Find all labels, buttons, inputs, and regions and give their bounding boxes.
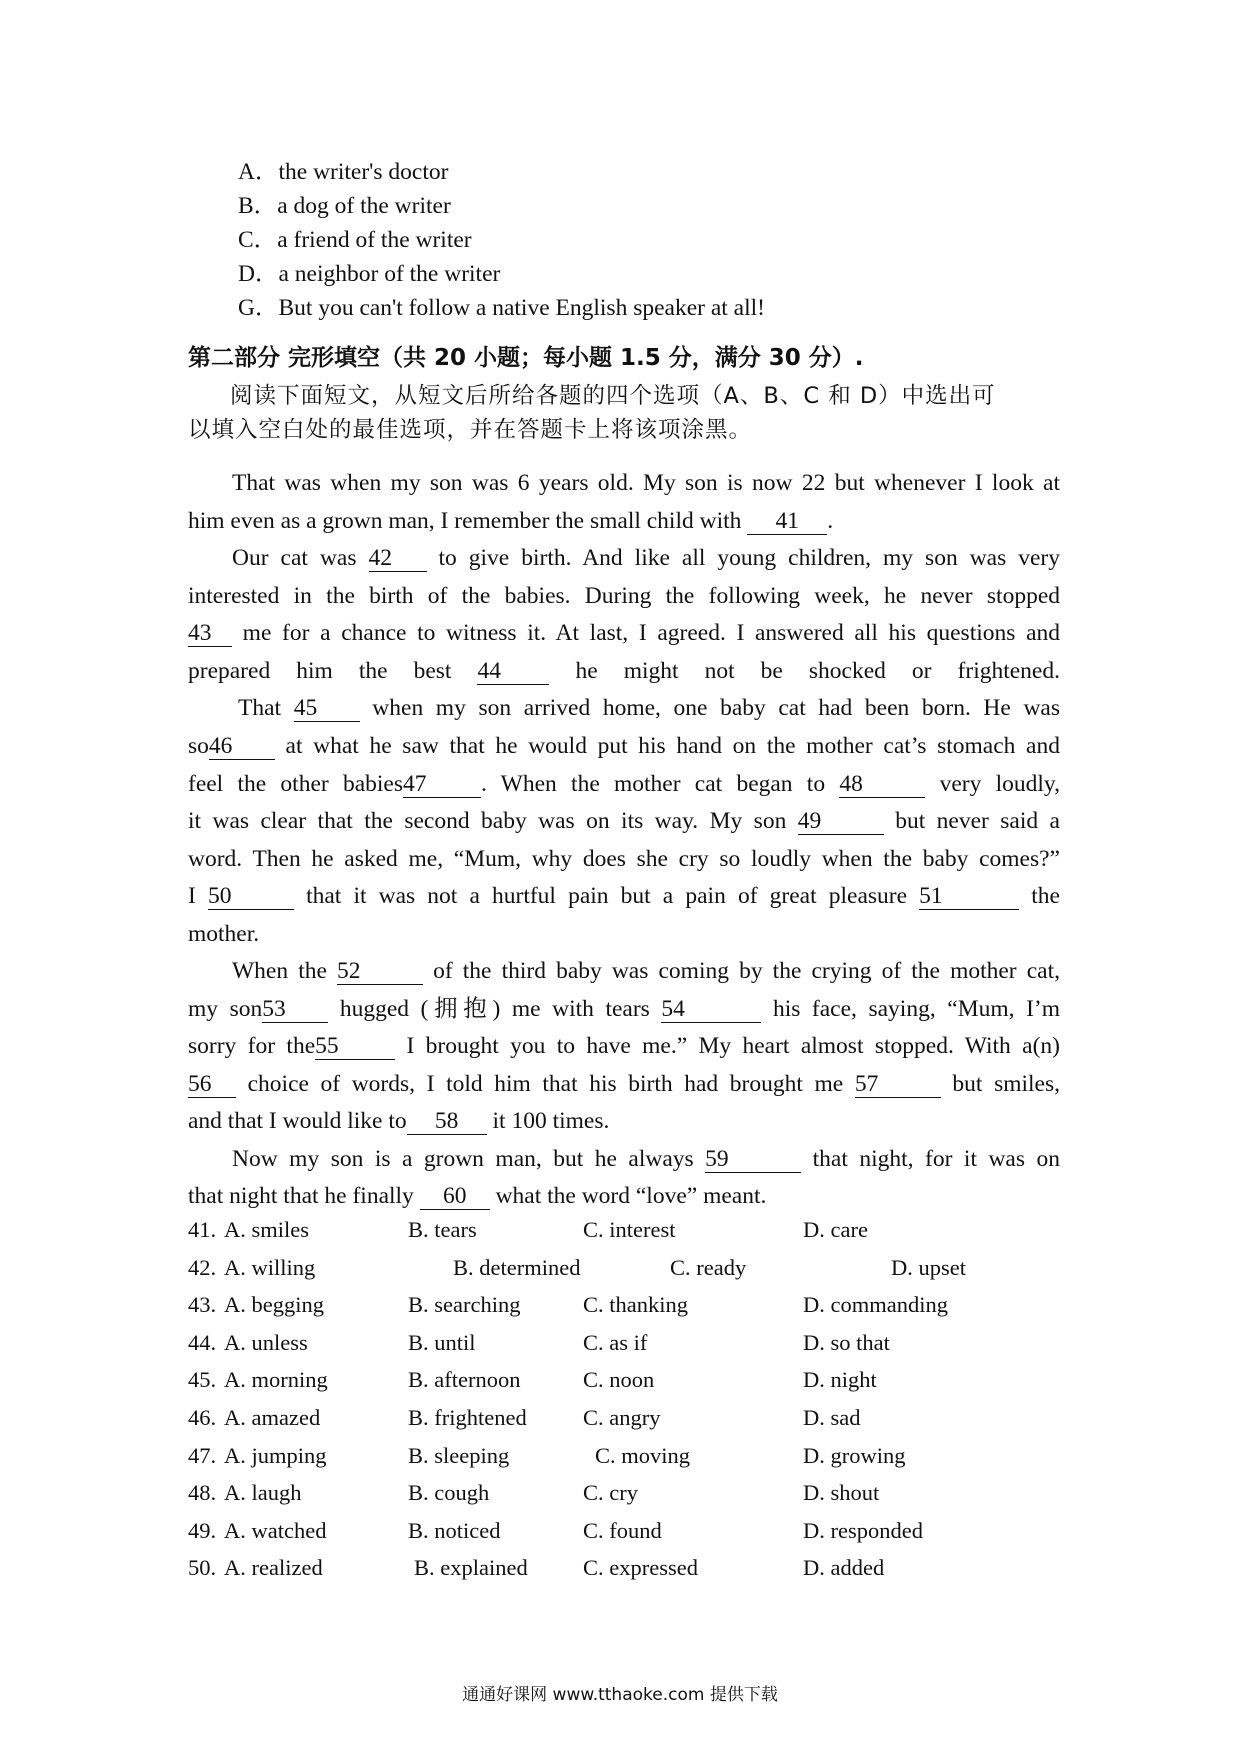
question-number: 50. [188, 1555, 217, 1581]
choice-a: A. unless [224, 1329, 308, 1355]
passage-text: When the [232, 958, 338, 984]
passage-text: what the word “love” meant. [489, 1183, 767, 1209]
passage-text: . When the mother cat began to [480, 771, 840, 797]
passage-line [188, 768, 1060, 800]
blank-55: 55 [315, 1033, 395, 1060]
question-number: 47. [188, 1442, 217, 1468]
passage-text: to give birth. And like all young children, my son was very [426, 545, 1061, 571]
choice-c: C. found [583, 1517, 662, 1543]
passage-text: that night, for it was on [801, 1146, 1060, 1172]
passage-text: it was clear that the second baby was on its way. My son [188, 808, 798, 834]
choice-d: D. care [803, 1217, 868, 1242]
choice-d: D. growing [803, 1442, 906, 1468]
blank-51: 51 [919, 883, 1019, 910]
passage-text: sorry for the [188, 1033, 316, 1059]
option-b: B．a dog of the writer [238, 193, 451, 219]
choice-d: D. so that [803, 1329, 890, 1355]
choice-a: A. amazed [224, 1405, 321, 1430]
blank-53: 53 [262, 996, 328, 1023]
instruction-line-2: 以填入空白处的最佳选项，并在答题卡上将该项涂黑。 [188, 417, 753, 443]
passage-text: when my son arrived home, one baby cat had been born. He was [359, 695, 1060, 721]
question-number: 43. [188, 1292, 217, 1318]
choice-d: D. upset [891, 1254, 966, 1280]
passage-text: mother. [188, 921, 260, 947]
blank-50: 50 [208, 883, 294, 910]
passage-text: the [1019, 883, 1060, 909]
passage-line [188, 1180, 1060, 1212]
section-heading: 第二部分 完形填空（共 20 小题；每小题 1.5 分，满分 30 分）. [188, 345, 864, 371]
blank-59: 59 [705, 1146, 801, 1173]
passage-line [188, 1105, 1060, 1137]
passage-text: his face, saying, “Mum, I’m [761, 996, 1060, 1022]
passage-text: that night that he finally [188, 1183, 420, 1209]
choice-c: C. as if [583, 1329, 648, 1355]
choice-d: D. sad [803, 1405, 861, 1430]
blank-57: 57 [855, 1071, 941, 1098]
blank-60: 60 [420, 1183, 490, 1210]
option-d: D．a neighbor of the writer [238, 261, 501, 287]
passage-text: so [188, 733, 209, 759]
passage-line [232, 1143, 1060, 1175]
passage-line [188, 505, 1060, 537]
choice-c: C. expressed [583, 1555, 698, 1581]
blank-47: 47 [403, 771, 481, 798]
question-number: 41. [188, 1217, 217, 1242]
choice-b: B. until [408, 1329, 476, 1355]
blank-49: 49 [798, 808, 884, 835]
choice-c: C. ready [670, 1254, 747, 1280]
instruction-line-1: 阅读下面短文，从短文后所给各题的四个选项（A、B、C 和 D）中选出可 [230, 383, 996, 409]
question-number: 42. [188, 1254, 217, 1280]
choice-c: C. thanking [583, 1292, 688, 1318]
blank-54: 54 [661, 996, 761, 1023]
passage-text: feel the other babies [188, 771, 403, 797]
choice-d: D. night [803, 1367, 877, 1393]
passage-line [188, 617, 1060, 649]
passage-text: very loudly, [925, 771, 1060, 797]
blank-41: 41 [747, 508, 827, 535]
choice-b: B. searching [408, 1292, 521, 1318]
passage-text: . [827, 508, 834, 534]
passage-line [232, 467, 1060, 499]
choice-b: B. frightened [408, 1405, 527, 1430]
blank-56: 56 [188, 1071, 236, 1098]
choice-a: A. jumping [224, 1442, 327, 1468]
question-number: 44. [188, 1329, 217, 1355]
choice-a: A. smiles [224, 1217, 310, 1242]
blank-44: 44 [477, 658, 549, 685]
choice-b: B. explained [414, 1555, 528, 1581]
choice-c: C. angry [583, 1405, 661, 1430]
passage-text: prepared him the best [188, 658, 478, 684]
passage-line [188, 993, 1060, 1025]
passage-text: word. Then he asked me, “Mum, why does she cry so loudly when the baby comes?” [188, 846, 1060, 872]
choice-d: D. commanding [803, 1292, 948, 1318]
choice-b: B. tears [408, 1217, 477, 1242]
question-number: 49. [188, 1517, 217, 1543]
passage-text: him even as a grown man, I remember the small child with [188, 508, 748, 534]
blank-52: 52 [337, 958, 423, 985]
choice-c: C. noon [583, 1367, 655, 1393]
passage-text: I brought you to have me.” My heart almost stopped. With a(n) [395, 1033, 1060, 1059]
passage-text: but smiles, [940, 1071, 1061, 1097]
passage-line [238, 692, 1060, 724]
passage-line [188, 1030, 1060, 1062]
question-number: 45. [188, 1367, 217, 1393]
passage-line [188, 805, 1060, 837]
passage-text: at what he saw that he would put his hand on the mother cat’s stomach and [274, 733, 1060, 759]
passage-text: but never said a [883, 808, 1060, 834]
passage-line [188, 918, 1060, 950]
choice-a: A. willing [224, 1254, 316, 1280]
passage-line [188, 580, 1060, 612]
choice-b: B. cough [408, 1480, 490, 1506]
choice-d: D. responded [803, 1517, 923, 1543]
choice-c: C. interest [583, 1217, 676, 1242]
blank-48: 48 [839, 771, 925, 798]
passage-text: That was when my son was 6 years old. My son is now 22 but whenever I look at [232, 470, 1060, 496]
choice-a: A. laugh [224, 1480, 302, 1506]
choice-b: B. determined [453, 1254, 581, 1280]
option-a: A．the writer's doctor [238, 159, 449, 185]
passage-line [188, 730, 1060, 762]
choice-a: A. begging [224, 1292, 324, 1318]
passage-text: Our cat was [232, 545, 369, 571]
question-number: 48. [188, 1480, 217, 1506]
passage-text: choice of words, I told him that his birth had brought me [236, 1071, 855, 1097]
choice-d: D. added [803, 1555, 885, 1581]
blank-42: 42 [369, 545, 427, 572]
blank-46: 46 [209, 733, 275, 760]
choice-a: A. watched [224, 1517, 327, 1543]
passage-text: it 100 times. [486, 1108, 610, 1134]
option-g: G．But you can't follow a native English speaker at all! [238, 295, 765, 321]
choice-a: A. realized [224, 1555, 323, 1581]
passage-line [188, 1068, 1060, 1100]
passage-text: me for a chance to witness it. At last, I agreed. I answered all his questions and [232, 620, 1060, 646]
choice-a: A. morning [224, 1367, 328, 1393]
passage-text: my son [188, 996, 263, 1022]
choice-c: C. cry [583, 1480, 638, 1506]
passage-text: hugged (拥抱) me with tears [328, 996, 662, 1022]
passage-line [232, 955, 1060, 987]
passage-text: he might not be shocked or frightened. [549, 658, 1060, 684]
choice-b: B. noticed [408, 1517, 501, 1543]
question-number: 46. [188, 1405, 217, 1430]
passage-line [188, 880, 1060, 912]
passage-text: and that I would like to [188, 1108, 407, 1134]
passage-text: that it was not a hurtful pain but a pain of great pleasure [293, 883, 920, 909]
blank-45: 45 [294, 695, 360, 722]
passage-text: That [238, 695, 294, 721]
blank-43: 43 [188, 620, 232, 647]
option-c: C．a friend of the writer [238, 227, 472, 253]
passage-text: Now my son is a grown man, but he always [232, 1146, 706, 1172]
passage-line [188, 843, 1060, 875]
footer-credit: 通通好课网 www.tthaoke.com 提供下载 [462, 1685, 778, 1705]
passage-text: of the third baby was coming by the crying of the mother cat, [423, 958, 1060, 984]
passage-line [188, 655, 1060, 687]
passage-text: interested in the birth of the babies. During the following week, he never stopped [188, 583, 1060, 609]
choice-b: B. sleeping [408, 1442, 510, 1468]
passage-line [232, 542, 1060, 574]
passage-text: I [188, 883, 208, 909]
blank-58: 58 [407, 1108, 487, 1135]
choice-c: C. moving [595, 1442, 691, 1468]
choice-d: D. shout [803, 1480, 880, 1506]
choice-b: B. afternoon [408, 1367, 521, 1393]
